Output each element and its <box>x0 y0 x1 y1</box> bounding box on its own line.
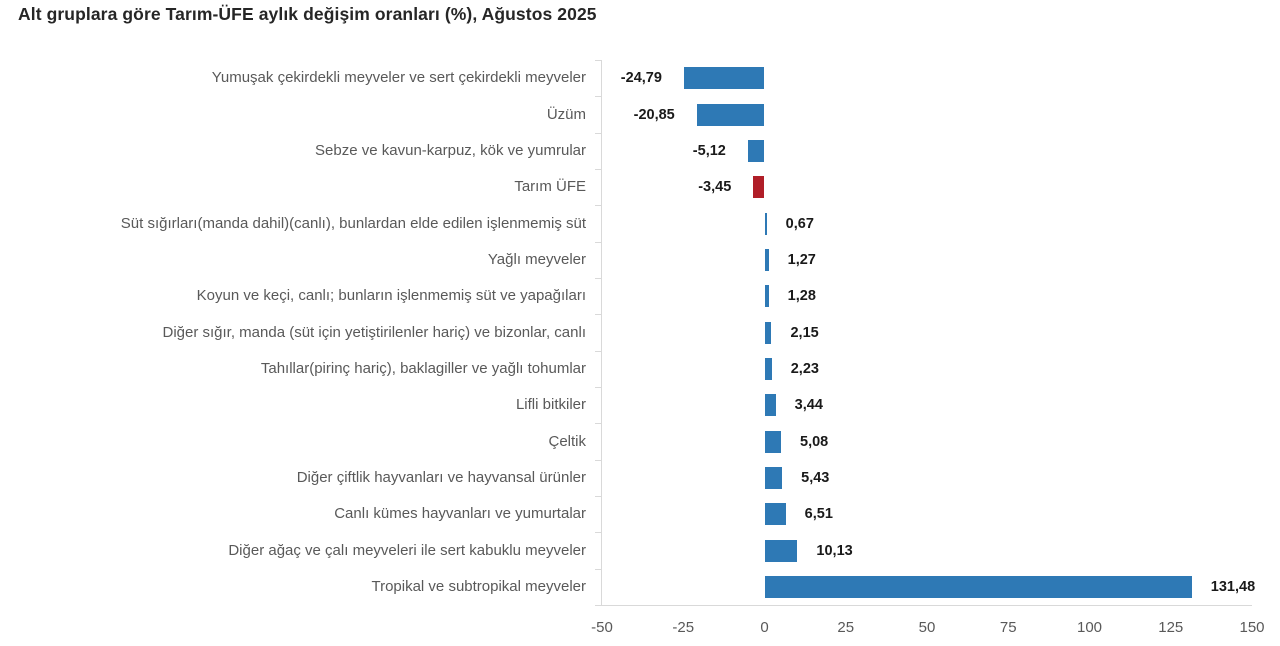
y-axis-tick <box>595 314 601 315</box>
chart-title: Alt gruplara göre Tarım-ÜFE aylık değişim oranları (%), Ağustos 2025 <box>18 4 597 24</box>
value-label: 2,15 <box>790 324 819 341</box>
category-label: Diğer ağaç ve çalı meyveleri ile sert kabuklu meyveler <box>228 541 586 559</box>
bar <box>748 140 765 162</box>
value-label: 2,23 <box>790 360 819 377</box>
category-label: Diğer sığır, manda (süt için yetiştirilenler hariç) ve bizonlar, canlı <box>162 323 586 341</box>
category-label: Lifli bitkiler <box>515 396 586 414</box>
y-axis-tick <box>595 96 601 97</box>
value-label: 3,44 <box>794 397 823 414</box>
y-axis-tick <box>595 532 601 533</box>
value-label: 1,28 <box>787 288 816 305</box>
bar <box>765 540 798 562</box>
value-label: -20,85 <box>633 106 675 123</box>
y-axis-tick <box>595 423 601 424</box>
bar <box>765 213 767 235</box>
category-label: Yağlı meyveler <box>487 250 586 268</box>
value-label: 131,48 <box>1210 578 1256 595</box>
y-axis-line <box>601 60 602 605</box>
y-axis-tick <box>595 569 601 570</box>
x-axis-tick-label: 25 <box>837 619 855 636</box>
bar <box>765 503 786 525</box>
y-axis-tick <box>595 351 601 352</box>
value-label: 0,67 <box>785 215 814 232</box>
y-axis-tick <box>595 169 601 170</box>
value-label: -24,79 <box>620 70 662 87</box>
bar <box>765 467 783 489</box>
bar <box>684 67 765 89</box>
category-label: Tarım ÜFE <box>514 178 586 196</box>
y-axis-tick <box>595 460 601 461</box>
y-axis-tick <box>595 278 601 279</box>
x-axis-tick-label: 50 <box>918 619 936 636</box>
category-label: Çeltik <box>548 432 586 450</box>
y-axis-tick <box>595 133 601 134</box>
category-label: Üzüm <box>546 105 586 123</box>
y-axis-tick <box>595 242 601 243</box>
value-label: 6,51 <box>804 506 833 523</box>
category-label: Tropikal ve subtropikal meyveler <box>371 577 586 595</box>
category-label: Koyun ve keçi, canlı; bunların işlenmemiş süt ve yapağıları <box>196 287 586 305</box>
value-label: -3,45 <box>698 179 732 196</box>
bar <box>765 322 772 344</box>
x-axis-tick-label: 0 <box>760 619 769 636</box>
category-label: Yumuşak çekirdekli meyveler ve sert çekirdekli meyveler <box>211 69 586 87</box>
value-label: 1,27 <box>787 251 816 268</box>
category-label: Tahıllar(pirinç hariç), baklagiller ve yağlı tohumlar <box>260 359 586 377</box>
x-axis-line <box>601 605 1252 606</box>
y-axis-tick <box>595 605 601 606</box>
category-label: Süt sığırları(manda dahil)(canlı), bunlardan elde edilen işlenmemiş süt <box>120 214 586 232</box>
bar <box>765 394 776 416</box>
value-label: -5,12 <box>692 142 726 159</box>
x-axis-tick-label: 150 <box>1239 619 1265 636</box>
bar <box>697 104 765 126</box>
category-label: Canlı kümes hayvanları ve yumurtalar <box>334 505 586 523</box>
y-axis-tick <box>595 496 601 497</box>
y-axis-tick <box>595 387 601 388</box>
y-axis-tick <box>595 205 601 206</box>
category-label: Sebze ve kavun-karpuz, kök ve yumrular <box>315 141 586 159</box>
x-axis-tick-label: -25 <box>672 619 695 636</box>
value-label: 10,13 <box>816 542 853 559</box>
bar <box>765 358 772 380</box>
value-label: 5,43 <box>801 469 830 486</box>
x-axis-tick-label: 75 <box>999 619 1017 636</box>
value-label: 5,08 <box>800 433 829 450</box>
y-axis-tick <box>595 60 601 61</box>
x-axis-tick-label: 100 <box>1076 619 1103 636</box>
bar <box>753 176 764 198</box>
bar <box>765 249 769 271</box>
bar <box>765 285 769 307</box>
x-axis-tick-label: -50 <box>591 619 613 636</box>
bar <box>765 576 1192 598</box>
x-axis-tick-label: 125 <box>1158 619 1184 636</box>
bar <box>765 431 782 453</box>
category-label: Diğer çiftlik hayvanları ve hayvansal ürünler <box>296 468 586 486</box>
